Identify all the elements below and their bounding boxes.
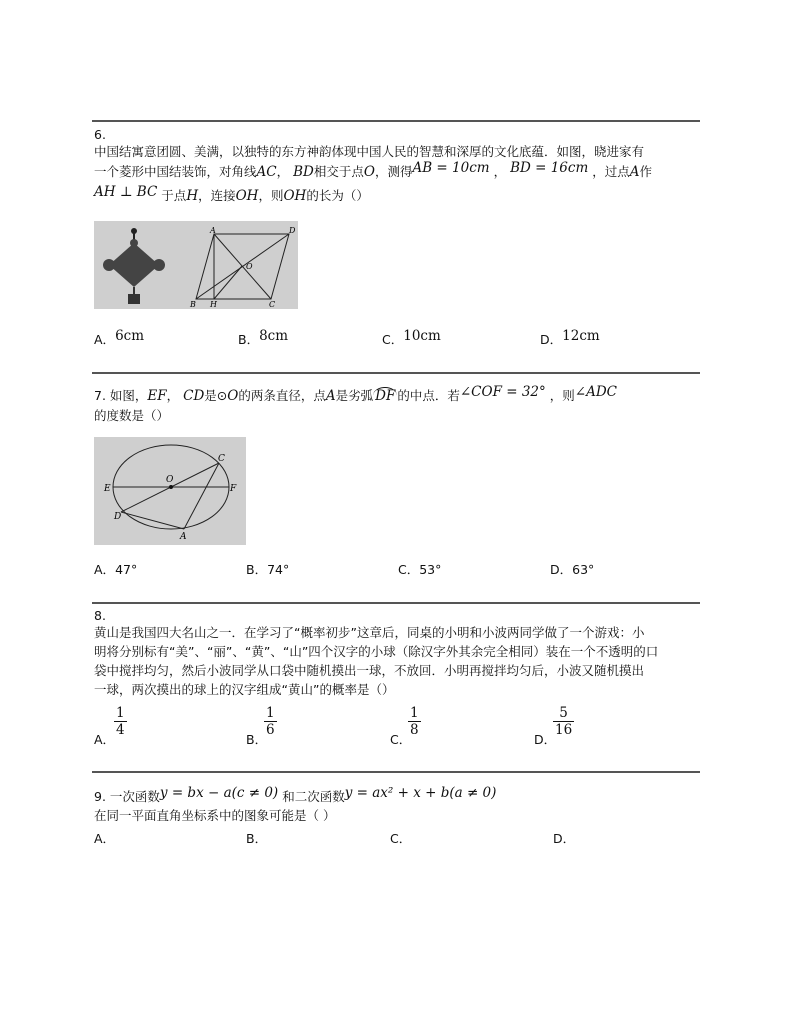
label-o: O bbox=[166, 475, 174, 485]
q7-option-b[interactable] bbox=[246, 560, 289, 578]
q8-number: 8. bbox=[94, 608, 106, 623]
diagonal-bd bbox=[196, 234, 289, 299]
q6-math-bd16: BD = 16cm bbox=[510, 160, 589, 176]
label-d: D bbox=[289, 226, 296, 235]
q7-math-a: A bbox=[325, 388, 336, 404]
q7-math-ef: EF bbox=[147, 388, 167, 404]
q9-text-line1 bbox=[94, 787, 496, 807]
q7-text: ， bbox=[166, 388, 180, 403]
q6-text-line3 bbox=[94, 186, 369, 206]
q7-figure bbox=[94, 437, 246, 545]
q6-math-bd: BD bbox=[293, 164, 314, 180]
knot-loop-top bbox=[130, 239, 138, 247]
q7-math-angle-adc: ∠ADC bbox=[574, 384, 617, 400]
q7-option-c[interactable] bbox=[398, 560, 441, 578]
q8-fraction-c bbox=[408, 705, 421, 738]
q6-text: ，测得 bbox=[374, 164, 413, 179]
option-value: 47° bbox=[115, 562, 138, 577]
q6-math-oh: OH bbox=[235, 188, 259, 204]
q6-math-a: A bbox=[629, 164, 640, 180]
q7-text: 是⊙ bbox=[204, 388, 228, 403]
numerator: 1 bbox=[116, 705, 125, 721]
q9-option-c[interactable]: C． bbox=[390, 831, 412, 846]
denominator: 4 bbox=[116, 722, 125, 738]
q6-math-ac: AC bbox=[256, 164, 277, 180]
q6-text: 于点 bbox=[161, 188, 187, 203]
option-value: 8cm bbox=[259, 328, 289, 344]
label-b: B bbox=[190, 300, 196, 309]
q7-text: 是劣弧 bbox=[335, 388, 374, 403]
q6-option-d[interactable] bbox=[540, 330, 600, 348]
q6-text: ，则 bbox=[258, 188, 284, 203]
q6-option-c[interactable] bbox=[382, 330, 441, 348]
q6-math-ah-perp: AH ⊥ BC bbox=[94, 184, 158, 200]
divider-q9 bbox=[92, 771, 700, 773]
q8-option-a[interactable] bbox=[94, 730, 115, 748]
q9-math-quadratic: y = ax² + x + b(a ≠ 0) bbox=[344, 785, 497, 801]
denominator: 8 bbox=[410, 722, 419, 738]
q6-number: 6. bbox=[94, 127, 106, 142]
option-letter: B． bbox=[246, 562, 268, 577]
q8-fraction-a bbox=[114, 705, 127, 738]
label-a: A bbox=[180, 532, 187, 542]
q9-option-d[interactable]: D． bbox=[553, 831, 576, 846]
option-letter: C． bbox=[390, 732, 412, 747]
label-e: E bbox=[104, 484, 111, 494]
q6-math-o: O bbox=[363, 164, 375, 180]
q6-text: 相交于点 bbox=[313, 164, 364, 179]
option-letter: A． bbox=[94, 332, 116, 347]
q8-fraction-b bbox=[264, 705, 277, 738]
q8-text-line4: 一球，两次摸出的球上的汉字组成“黄山”的概率是（） bbox=[94, 682, 395, 697]
q7-math-arc-df: DF bbox=[375, 388, 396, 404]
option-letter: C． bbox=[398, 562, 420, 577]
option-letter: A． bbox=[94, 732, 116, 747]
q9-option-b[interactable]: B． bbox=[246, 831, 268, 846]
option-value: 12cm bbox=[562, 328, 600, 344]
q7-text-line1 bbox=[94, 386, 617, 406]
numerator: 1 bbox=[410, 705, 419, 721]
option-letter: D． bbox=[550, 562, 573, 577]
q6-text: 的长为（） bbox=[306, 188, 369, 203]
knot-tassel bbox=[128, 294, 140, 304]
label-d: D bbox=[114, 512, 122, 522]
q8-text-line2: 明将分别标有“美”、“丽”、“黄”、“山”四个汉字的小球（除汉字外其余完全相同）装在一个不透明的口 bbox=[94, 644, 659, 659]
q9-text: 和二次函数 bbox=[282, 789, 345, 804]
q8-text-line3: 袋中搅拌均匀，然后小波同学从口袋中随机摸出一球，不放回．小明再搅拌均匀后，小波又随机摸出 bbox=[94, 663, 645, 678]
option-letter: A． bbox=[94, 562, 116, 577]
q6-math-ab: AB = 10cm bbox=[412, 160, 490, 176]
option-value: 10cm bbox=[403, 328, 441, 344]
q6-text: ，过点 bbox=[592, 164, 630, 179]
label-a: A bbox=[210, 226, 216, 235]
option-letter: D． bbox=[540, 332, 563, 347]
q7-text: 7. 如图， bbox=[94, 388, 148, 403]
label-c: C bbox=[218, 454, 225, 464]
q6-text: ， bbox=[276, 164, 290, 179]
option-value: 63° bbox=[572, 562, 595, 577]
numerator: 1 bbox=[266, 705, 275, 721]
divider-q6 bbox=[92, 120, 700, 122]
q6-text: ， bbox=[493, 164, 507, 179]
divider-q8 bbox=[92, 602, 700, 604]
q6-text: ，连接 bbox=[198, 188, 236, 203]
knot-loop-right bbox=[153, 259, 165, 271]
q7-diagram bbox=[94, 437, 246, 545]
option-letter: C． bbox=[382, 332, 404, 347]
option-value: 6cm bbox=[115, 328, 145, 344]
q8-fraction-d bbox=[553, 705, 574, 738]
knot-body-icon bbox=[109, 243, 159, 287]
chord-ac bbox=[184, 463, 219, 529]
label-h: H bbox=[210, 300, 217, 309]
option-letter: B． bbox=[238, 332, 260, 347]
q7-text-line2: 的度数是（） bbox=[94, 408, 170, 423]
option-letter: B． bbox=[246, 732, 268, 747]
q9-math-linear: y = bx − a(c ≠ 0) bbox=[159, 785, 279, 801]
q7-text: ，则 bbox=[549, 388, 575, 403]
label-c: C bbox=[269, 300, 276, 309]
q7-math-o: O bbox=[227, 388, 239, 404]
option-value: 74° bbox=[267, 562, 290, 577]
q8-text-line1: 黄山是我国四大名山之一．在学习了“概率初步”这章后，同桌的小明和小波两同学做了一个游戏：小 bbox=[94, 625, 645, 640]
q6-option-b[interactable] bbox=[238, 330, 288, 348]
q9-text: 9. 一次函数 bbox=[94, 789, 160, 804]
q6-figure bbox=[94, 221, 298, 309]
q6-diagram bbox=[94, 221, 298, 309]
segment-oh bbox=[214, 266, 242, 299]
q6-text-line2 bbox=[94, 162, 652, 182]
center-point bbox=[169, 485, 173, 489]
q6-math-oh2: OH bbox=[283, 188, 307, 204]
q7-text: 的中点．若 bbox=[397, 388, 460, 403]
q7-math-angle-cof: ∠COF = 32° bbox=[459, 384, 546, 400]
divider-q7 bbox=[92, 372, 700, 374]
knot-loop-left bbox=[103, 259, 115, 271]
q6-text: 一个菱形中国结装饰，对角线 bbox=[94, 164, 257, 179]
q7-math-cd: CD bbox=[183, 388, 205, 404]
q6-option-a[interactable] bbox=[94, 330, 144, 348]
q7-text: 的两条直径，点 bbox=[238, 388, 326, 403]
q7-option-d[interactable] bbox=[550, 560, 594, 578]
label-o: O bbox=[246, 262, 253, 271]
numerator: 5 bbox=[559, 705, 568, 721]
denominator: 6 bbox=[266, 722, 275, 738]
q7-option-a[interactable] bbox=[94, 560, 137, 578]
label-f: F bbox=[230, 484, 237, 494]
option-letter: D． bbox=[534, 732, 557, 747]
q6-text: 作 bbox=[639, 164, 653, 179]
q6-text-line1: 中国结寓意团圆、美满，以独特的东方神韵体现中国人民的智慧和深厚的文化底蕴．如图，晓进家有 bbox=[94, 144, 645, 159]
q9-option-a[interactable]: A． bbox=[94, 831, 116, 846]
q9-text-line2: 在同一平面直角坐标系中的图象可能是（ ） bbox=[94, 808, 336, 823]
knot-top bbox=[131, 228, 137, 234]
option-value: 53° bbox=[419, 562, 442, 577]
denominator: 16 bbox=[555, 722, 573, 738]
q6-math-h: H bbox=[186, 188, 199, 204]
